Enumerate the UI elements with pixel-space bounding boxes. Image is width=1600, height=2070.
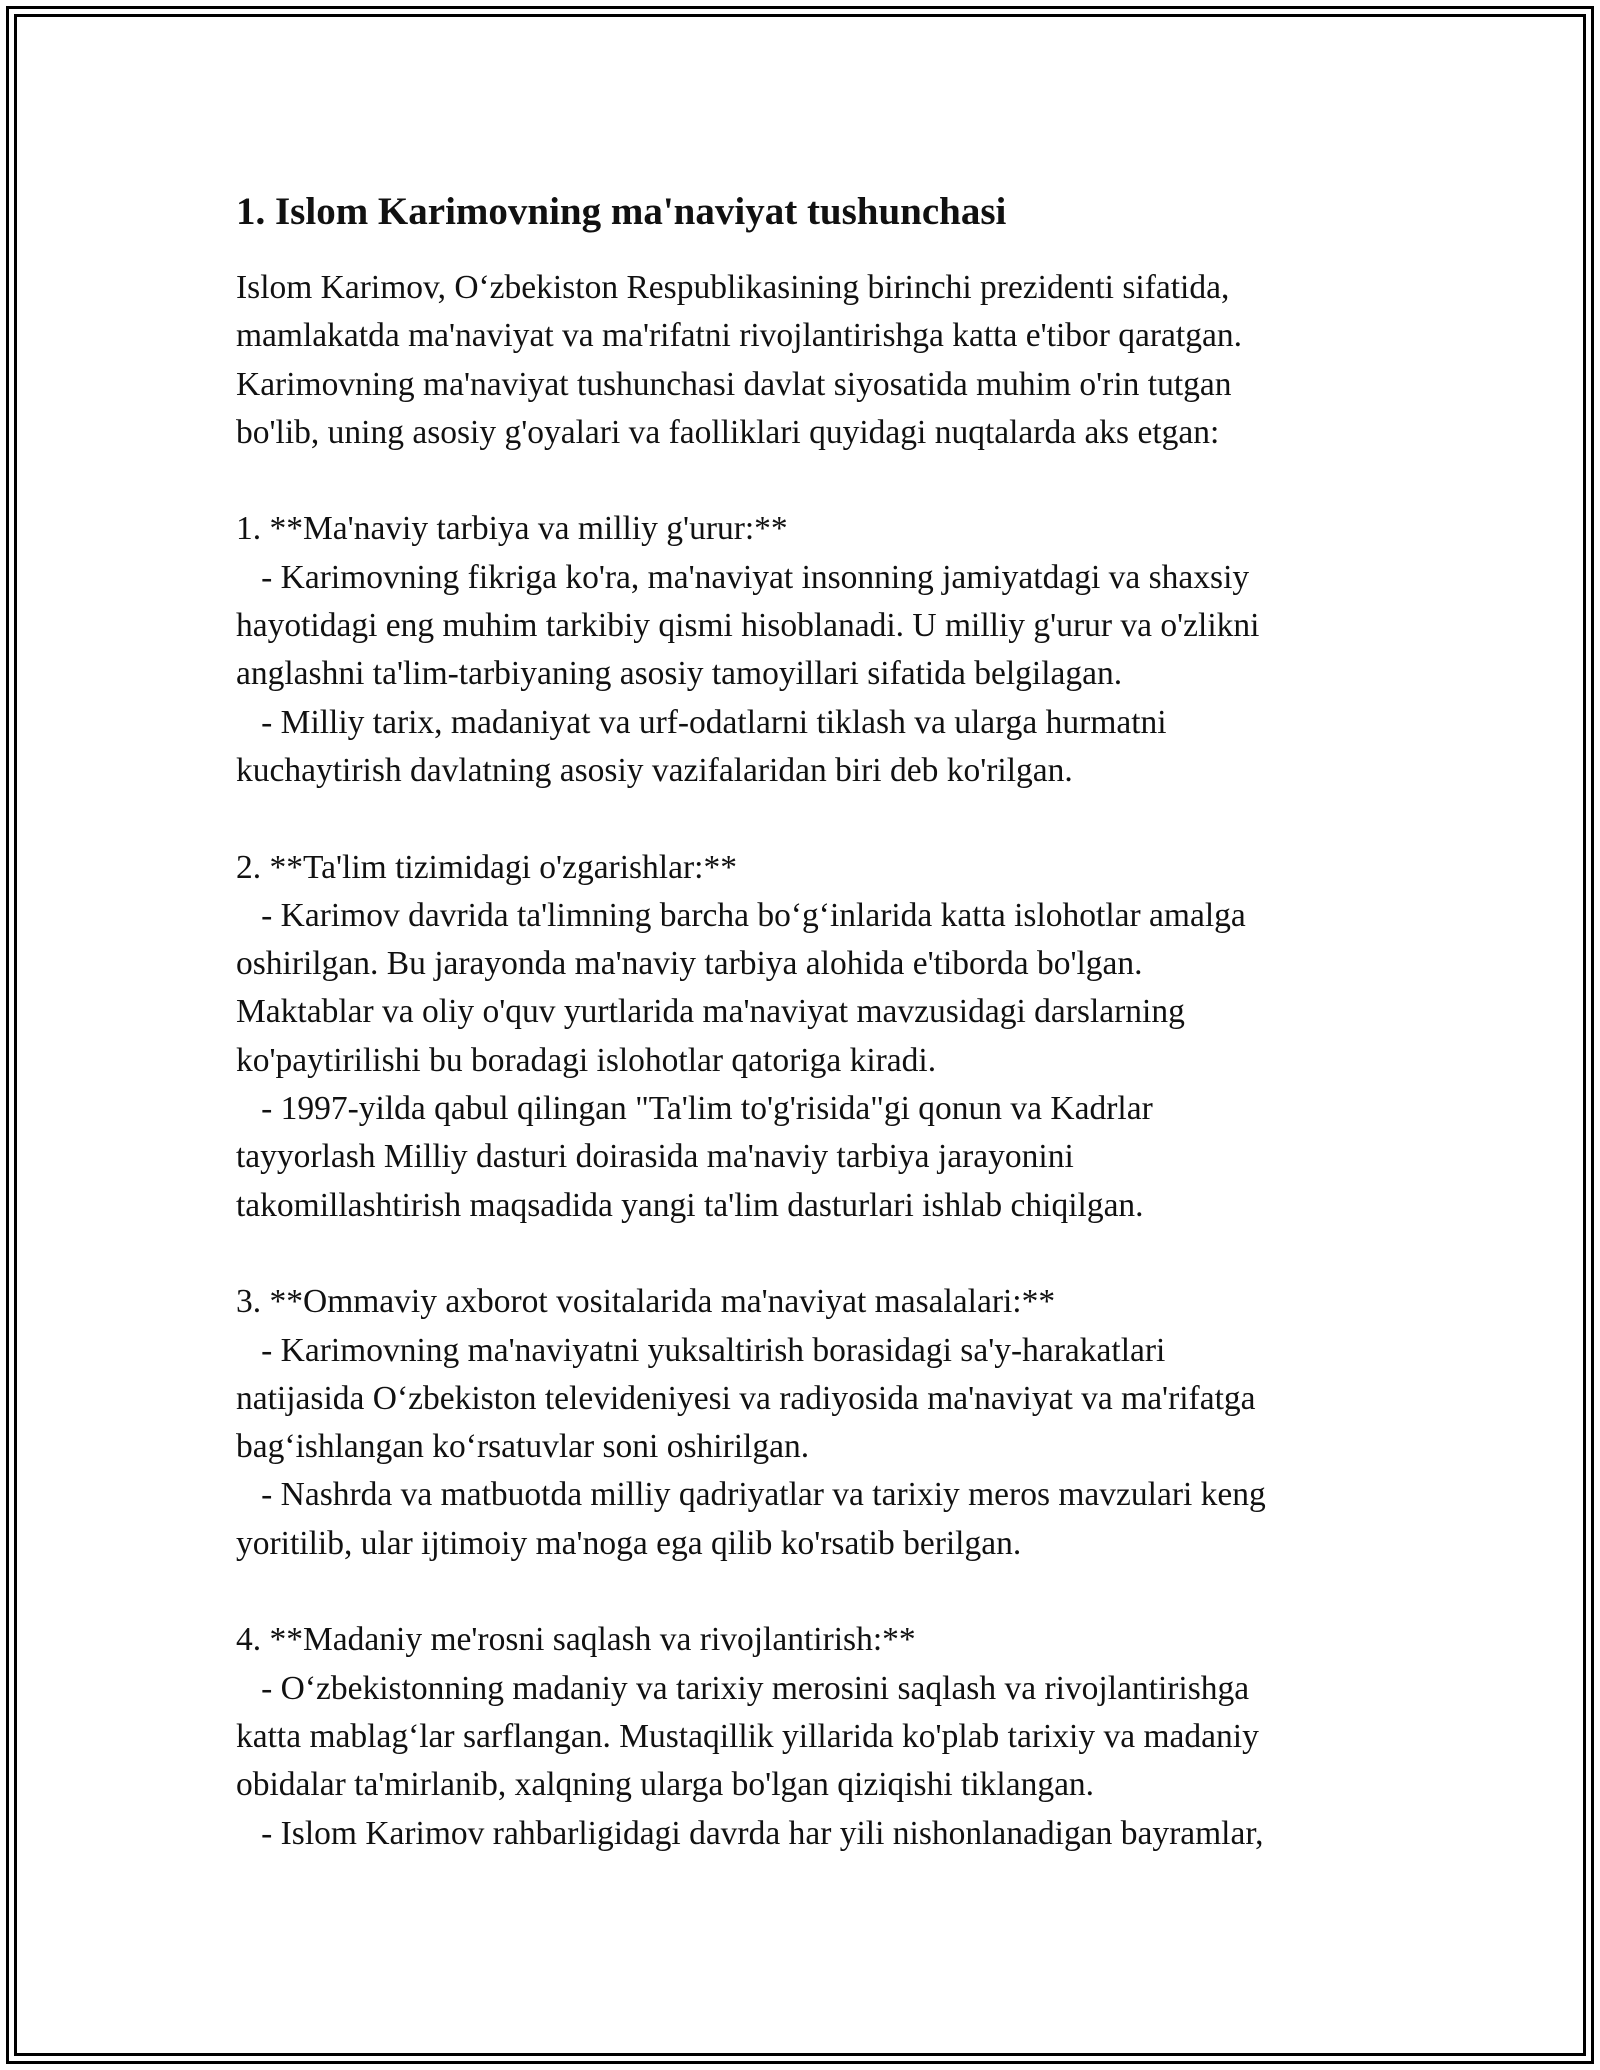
text-line: mamlakatda ma'naviyat va ma'rifatni rivojlantirishga katta e'tibor qaratgan. — [236, 317, 1242, 355]
text-line: - Milliy tarix, madaniyat va urf-odatlarni tiklash va ularga hurmatni — [236, 703, 1167, 741]
text-line: Karimovning ma'naviyat tushunchasi davlat siyosatida muhim o'rin tutgan — [236, 365, 1232, 403]
text-line: ko'paytirilishi bu boradagi islohotlar qatoriga kiradi. — [236, 1041, 937, 1079]
text-line: hayotidagi eng muhim tarkibiy qismi hisoblanadi. U milliy g'urur va o'zlikni — [236, 607, 1260, 645]
text-line: - O‘zbekistonning madaniy va tarixiy merosini saqlash va rivojlantirishga — [236, 1669, 1250, 1707]
text-line: - Nashrda va matbuotda milliy qadriyatlar va tarixiy meros mavzulari keng — [236, 1476, 1266, 1514]
blank-line — [236, 795, 1416, 843]
text-line: - 1997-yilda qabul qilingan "Ta'lim to'g'risida"gi qonun va Kadrlar — [236, 1090, 1153, 1128]
text-line: bag‘ishlangan ko‘rsatuvlar soni oshirilgan. — [236, 1428, 810, 1466]
text-line: bo'lib, uning asosiy g'oyalari va faolliklari quyidagi nuqtalarda aks etgan: — [236, 413, 1220, 451]
blank-line — [236, 1230, 1416, 1278]
blank-line — [236, 457, 1416, 505]
section-heading: 2. **Ta'lim tizimidagi o'zgarishlar:** — [236, 848, 737, 886]
section-heading: 4. **Madaniy me'rosni saqlash va rivojlantirish:** — [236, 1621, 916, 1659]
document-body — [236, 186, 1416, 1858]
document-title: 1. Islom Karimovning ma'naviyat tushunchasi — [236, 190, 1007, 233]
text-line: Maktablar va oliy o'quv yurtlarida ma'naviyat mavzusidagi darslarning — [236, 993, 1185, 1031]
text-line: tayyorlash Milliy dasturi doirasida ma'naviy tarbiya jarayonini — [236, 1138, 1074, 1176]
blank-line — [236, 1568, 1416, 1616]
text-line: katta mablag‘lar sarflangan. Mustaqillik yillarida ko'plab tarixiy va madaniy — [236, 1717, 1259, 1755]
text-line: Islom Karimov, O‘zbekiston Respublikasining birinchi prezidenti sifatida, — [236, 269, 1230, 306]
text-line: - Islom Karimov rahbarligidagi davrda har yili nishonlanadigan bayramlar, — [236, 1814, 1264, 1852]
text-line: oshirilgan. Bu jarayonda ma'naviy tarbiya alohida e'tiborda bo'lgan. — [236, 945, 1143, 983]
text-line: anglashni ta'lim-tarbiyaning asosiy tamoyillari sifatida belgilagan. — [236, 655, 1123, 693]
text-line: yoritilib, ular ijtimoiy ma'noga ega qilib ko'rsatib berilgan. — [236, 1524, 1022, 1562]
text-line: natijasida O‘zbekiston televideniyesi va radiyosida ma'naviyat va ma'rifatga — [236, 1379, 1256, 1417]
text-line: - Karimovning fikriga ko'ra, ma'naviyat insonning jamiyatdagi va shaxsiy — [236, 558, 1250, 596]
section-heading: 1. **Ma'naviy tarbiya va milliy g'urur:** — [236, 510, 788, 548]
text-line: kuchaytirish davlatning asosiy vazifalaridan biri deb ko'rilgan. — [236, 751, 1073, 789]
text-line: obidalar ta'mirlanib, xalqning ularga bo'lgan qiziqishi tiklangan. — [236, 1766, 1095, 1804]
text-line: takomillashtirish maqsadida yangi ta'lim dasturlari ishlab chiqilgan. — [236, 1186, 1144, 1224]
section-heading: 3. **Ommaviy axborot vositalarida ma'naviyat masalalari:** — [236, 1283, 1056, 1321]
document-text — [236, 264, 1416, 1858]
text-line: - Karimovning ma'naviyatni yuksaltirish borasidagi sa'y-harakatlari — [236, 1331, 1166, 1369]
text-line: - Karimov davrida ta'limning barcha bo‘g‘inlarida katta islohotlar amalga — [236, 896, 1246, 934]
